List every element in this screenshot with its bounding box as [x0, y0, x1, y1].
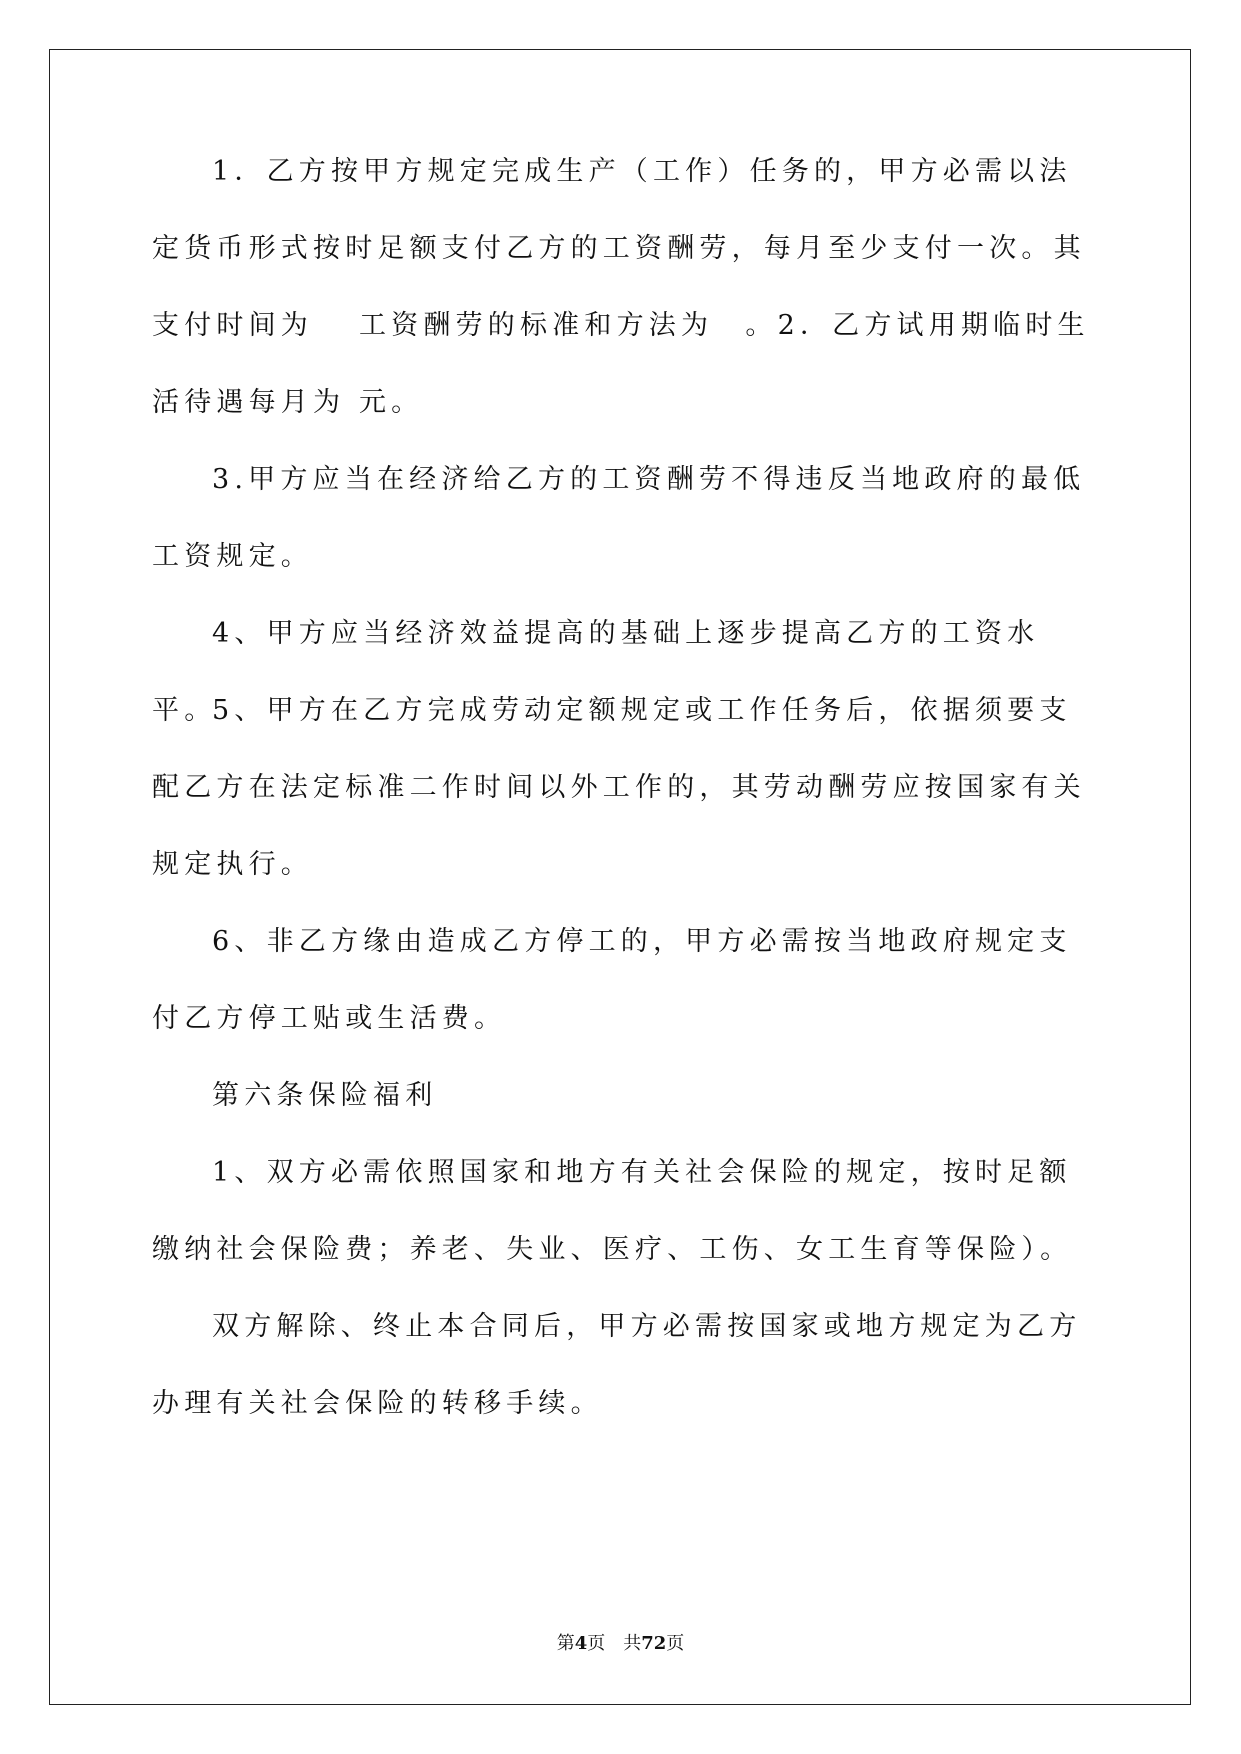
paragraph-wage-payment: 1．乙方按甲方规定完成生产（工作）任务的，甲方必需以法定货币形式按时足额支付乙方的工资酬劳，每月至少支付一次。其支付时间为 工资酬劳的标准和方法为 。2．乙方试用期临时生活待遇每月为 元。 [152, 156, 1090, 418]
page-prefix: 第 [556, 1633, 575, 1654]
page-number: 4 [574, 1633, 588, 1654]
paragraph-overtime: 5、甲方在乙方完成劳动定额规定或工作任务后，依据须要支配乙方在法定标准二作时间以外工作的，其劳动酬劳应按国家有关规定执行。 [152, 695, 1086, 880]
paragraph-social-insurance: 1、双方必需依照国家和地方有关社会保险的规定，按时足额缴纳社会保险费；养老、失业、医疗、工伤、女工生育等保险）。 [152, 1157, 1073, 1265]
paragraph-wage-increase: 4、甲方应当经济效益提高的基础上逐步提高乙方的工资水平。 [152, 618, 1040, 726]
paragraph-minimum-wage: 3.甲方应当在经济给乙方的工资酬劳不得违反当地政府的最低工资规定。 [152, 464, 1086, 572]
paragraph-work-stoppage: 6、非乙方缘由造成乙方停工的，甲方必需按当地政府规定支付乙方停工贴或生活费。 [152, 926, 1072, 1034]
paragraph-insurance-transfer: 双方解除、终止本合同后，甲方必需按国家或地方规定为乙方办理有关社会保险的转移手续。 [152, 1311, 1082, 1419]
total-prefix: 共 [623, 1633, 642, 1654]
section-heading-insurance: 第六条保险福利 [212, 1080, 438, 1111]
page-footer [0, 1629, 1241, 1655]
page-suffix: 页 [587, 1633, 606, 1654]
total-suffix: 页 [666, 1633, 685, 1654]
total-pages: 72 [641, 1633, 667, 1654]
